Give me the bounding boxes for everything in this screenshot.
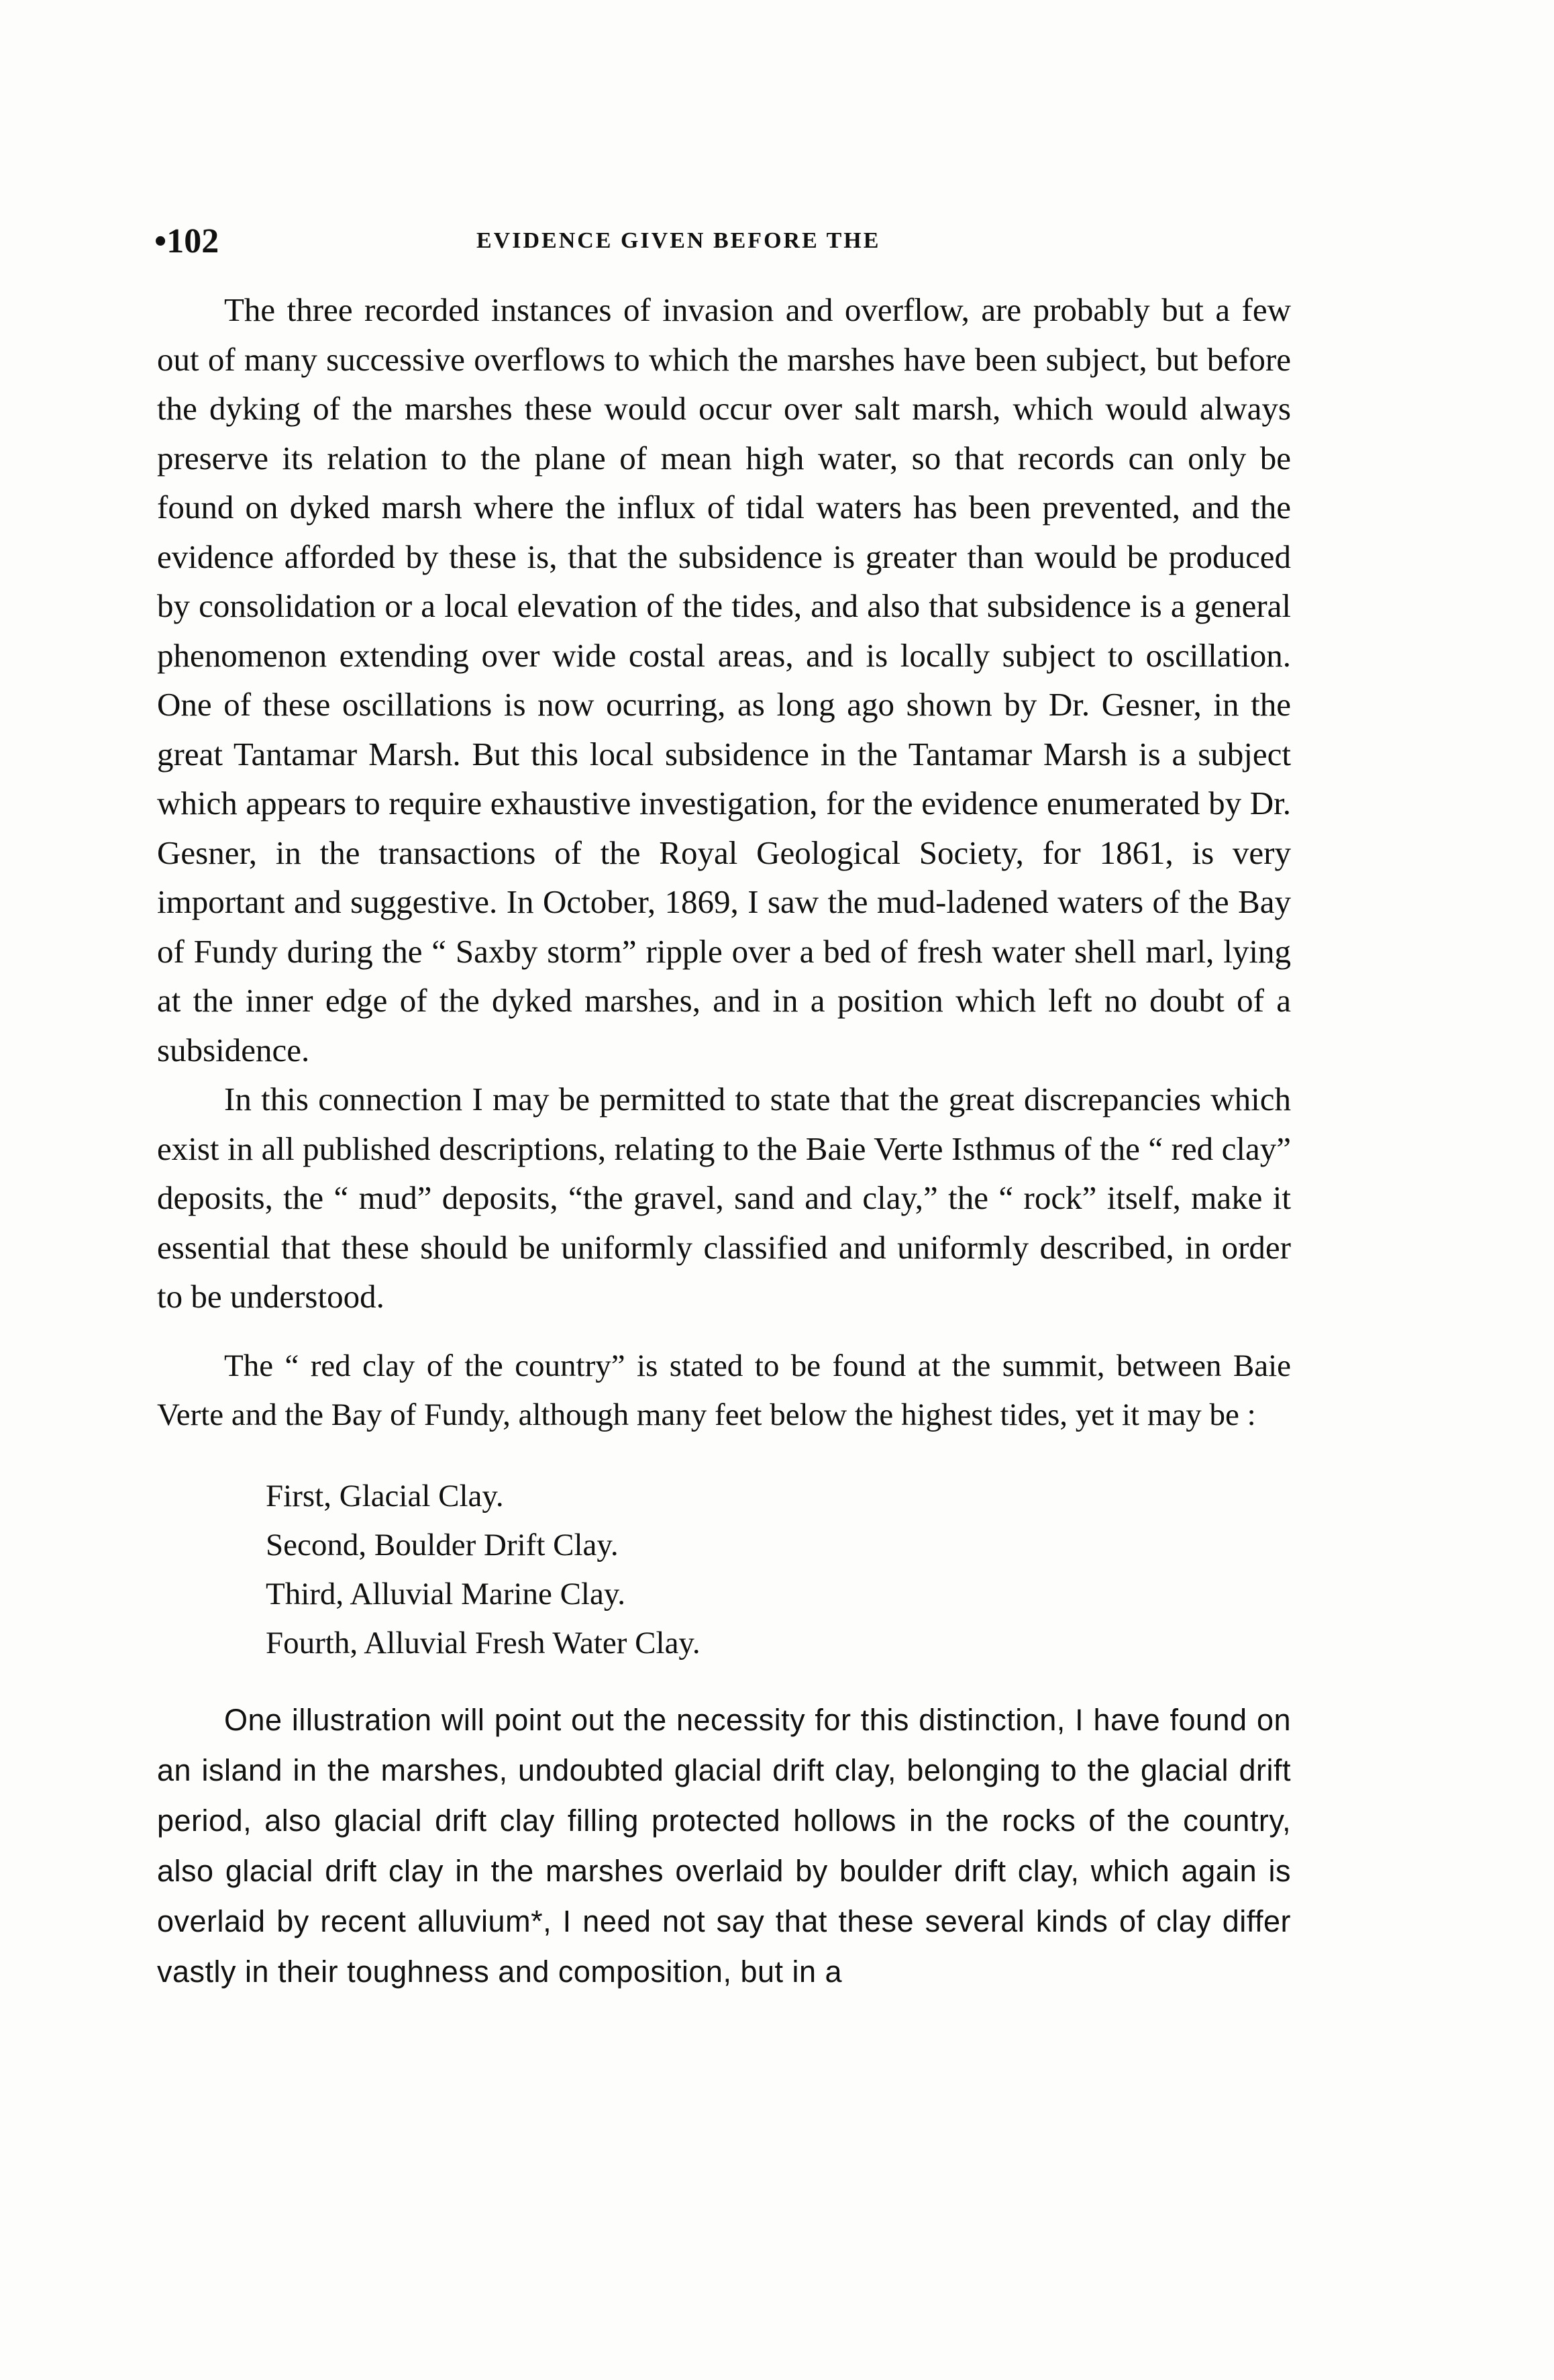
- paragraph-discrepancies: In this connection I may be permitted to state that the great discrepancies which exist in all published descriptions, relating to the Baie Verte Isthmus of the “ red clay” deposits, the “ mud” deposits, “the gravel, sand and clay,” the “ rock” itself, make it essential that these should be uniformly classified and uniformly described, in order to be understood.: [157, 1081, 1291, 1315]
- clay-list: [266, 1472, 1291, 1668]
- list-item: First, Glacial Clay.: [266, 1478, 504, 1514]
- running-head: EVIDENCE GIVEN BEFORE THE: [476, 228, 881, 253]
- paragraph-red-clay: The “ red clay of the country” is stated to be found at the summit, between Baie Verte and the Bay of Fundy, although many feet below the highest tides, yet it may be :: [157, 1348, 1291, 1432]
- list-item: Second, Boulder Drift Clay.: [266, 1527, 619, 1563]
- page-header: [154, 221, 1295, 262]
- list-item: Third, Alluvial Marine Clay.: [266, 1576, 626, 1612]
- list-item: Fourth, Alluvial Fresh Water Clay.: [266, 1625, 701, 1660]
- paragraph-subsidence: The three recorded instances of invasion and overflow, are probably but a few out of many successive overflows to which the marshes have been subject, but before the dyking of the marshes these would occur over salt marsh, which would always preserve its relation to the plane of mean high water, so that records can only be found on dyked marsh where the influx of tidal waters has been prevented, and the evidence afforded by these is, that the subsidence is greater than would be produced by consolidation or a local elevation of the tides, and also that subsidence is a general phenomenon extending over wide costal areas, and is locally subject to oscillation. One of these oscillations is now ocurring, as long ago shown by Dr. Gesner, in the great Tantamar Marsh. But this local subsidence in the Tantamar Marsh is a subject which appears to require exhaustive investigation, for the evidence enumerated by Dr. Gesner, in the transactions of the Royal Geological Society, for 1861, is very important and suggestive. In October, 1869, I saw the mud-ladened waters of the Bay of Fundy during the “ Saxby storm” ripple over a bed of fresh water shell marl, lying at the inner edge of the dyked marshes, and in a position which left no doubt of a subsidence.: [157, 291, 1291, 1069]
- paragraph-illustration: One illustration will point out the necessity for this distinction, I have found on an island in the marshes, undoubted glacial drift clay, belonging to the glacial drift period, also glacial drift clay filling protected hollows in the rocks of the country, also glacial drift clay in the marshes overlaid by boulder drift clay, which again is overlaid by recent alluvium*, I need not say that these several kinds of clay differ vastly in their toughness and composition, but in a: [157, 1702, 1291, 1989]
- page-number: •102: [154, 222, 219, 260]
- body-text: [157, 285, 1291, 1997]
